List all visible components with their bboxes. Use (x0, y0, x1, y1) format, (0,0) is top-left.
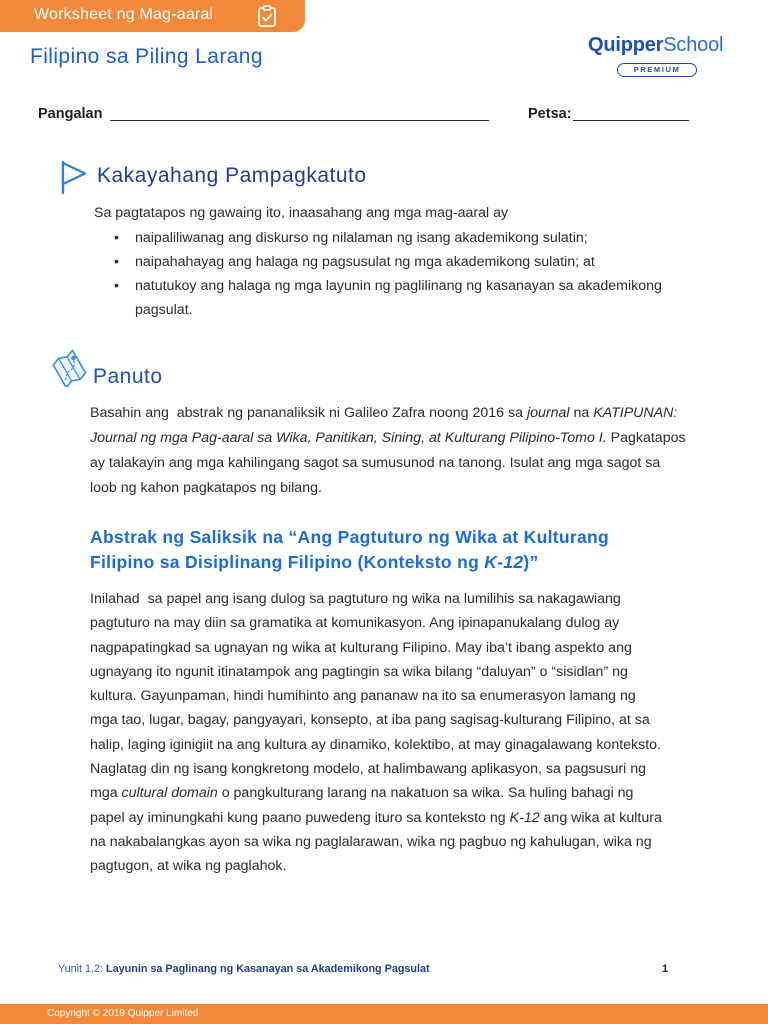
copyright-bar (0, 1004, 768, 1024)
emphasized-text: K-12 (509, 809, 540, 826)
footer-unit-line (58, 961, 430, 977)
emphasized-text: KATIPUNAN: (593, 405, 678, 421)
competencies-list (114, 226, 675, 322)
text-run: loob ng kahon pagkatapos ng bilang. (90, 480, 322, 496)
text-line (90, 733, 662, 757)
text-line (90, 476, 686, 501)
bullet-icon: • (114, 254, 119, 270)
text-run: Basahin ang abstrak ng pananaliksik ni Galileo Zafra noong 2016 sa (90, 405, 527, 421)
text-line (90, 854, 662, 878)
logo-brand-sub: School (663, 34, 724, 56)
bullet-icon: • (114, 278, 119, 294)
text-line (90, 757, 662, 781)
text-run: papel ay iminungkahi kung paano puwedeng ituro sa konteksto ng (90, 809, 510, 826)
date-blank-line (573, 120, 689, 121)
logo-wordmark (588, 32, 723, 58)
text-line (90, 525, 609, 550)
list-item (114, 226, 675, 250)
text-line (90, 587, 662, 611)
subject-title: Filipino sa Piling Larang (30, 45, 263, 68)
competencies-heading: Kakayahang Pampagkatuto (97, 164, 367, 187)
text-run: kultura. Gayunpaman, hindi humihinto ang pananaw na ito sa enumerasyon lamang ng (90, 688, 636, 705)
list-item-text: naipaliliwanag ang diskurso ng nilalaman ng isang akademikong sulatin; (135, 230, 588, 246)
premium-badge: PREMIUM (617, 63, 697, 77)
worksheet-tab-label: Worksheet ng Mag-aaral (34, 6, 214, 23)
text-line (90, 684, 662, 708)
emphasized-text: K-12 (484, 552, 524, 572)
text-run: na (569, 405, 594, 421)
quipper-school-logo (588, 32, 730, 78)
text-run: ay talakayin ang mga kahilingang sagot sa sumusunod na tanong. Isulat ang mga sagot sa (90, 455, 661, 471)
footer-unit-label: Yunit 1.2: (58, 963, 104, 975)
logo-brand-main: Quipper (588, 34, 664, 56)
text-run: Abstrak ng Saliksik na “Ang Pagtuturo ng Wika at Kulturang (90, 527, 609, 547)
text-line (90, 708, 662, 732)
text-run: Pagkatapos (606, 430, 686, 446)
list-item-text: natutukoy ang halaga ng mga layunin ng paglilinang ng kasanayan sa akademikong pagsulat. (135, 278, 662, 318)
text-line (90, 806, 662, 830)
instructions-heading: Panuto (93, 365, 163, 388)
text-line (90, 660, 662, 684)
copyright-text: Copyright © 2019 Quipper Limited (47, 1008, 199, 1019)
text-run: ugnayang ito ngunit itinatampok ang pagtingin sa wika bilang “daluyan” o “sisidlan” ng (90, 663, 628, 680)
text-run: Filipino sa Disiplinang Filipino (Konteksto ng (90, 552, 485, 572)
name-blank-line (110, 120, 489, 121)
text-line (90, 550, 609, 575)
instructions-paragraph (90, 401, 686, 501)
date-label: Petsa: (528, 106, 572, 122)
map-route-icon (52, 347, 88, 387)
text-line (90, 781, 662, 805)
worksheet-tab (0, 0, 305, 32)
bullet-icon: • (114, 230, 119, 246)
emphasized-text: journal (526, 405, 570, 421)
text-run: pagtuturo na may diin sa gramatika at komunikasyon. Ang ipinapanukalang dulog ay (90, 615, 620, 632)
text-line (90, 611, 662, 635)
text-run: Naglatag din ng isang kongkretong modelo, at halimbawang aplikasyon, sa pagsusuri ng (90, 761, 647, 778)
text-line (90, 426, 686, 451)
abstract-title (90, 525, 609, 575)
text-run: ang wika at kultura (539, 809, 662, 826)
text-run: mga tao, lugar, bagay, pangyayari, konsepto, at iba pang sagisag-kulturang Filipino, at sa (90, 712, 650, 729)
text-line (90, 451, 686, 476)
emphasized-text: cultural domain (121, 785, 218, 802)
text-run: )” (523, 552, 539, 572)
text-line (90, 401, 686, 426)
text-run: halip, laging iginigiit na ang kultura ay dinamiko, kolektibo, at may ginagalawang konteksto. (90, 736, 661, 753)
emphasized-text: Journal ng mga Pag-aaral sa Wika, Panitikan, Sining, at Kulturang Pilipino-Tomo I. (90, 430, 607, 446)
list-item (114, 250, 675, 274)
competencies-intro: Sa pagtatapos ng gawaing ito, inaasahang ang mga mag-aaral ay (94, 205, 509, 221)
abstract-paragraph (90, 587, 662, 879)
text-line (90, 830, 662, 854)
page-number: 1 (662, 963, 669, 975)
text-run: o pangkulturang larang na nakatuon sa wika. Sa huling bahagi ng (217, 785, 634, 802)
text-line (90, 636, 662, 660)
footer-unit-title: Layunin sa Paglinang ng Kasanayan sa Akademikong Pagsulat (106, 963, 430, 975)
text-run: mga (90, 785, 122, 802)
text-run: pagtugon, at wika ng paglahok. (90, 858, 287, 875)
flag-icon (58, 159, 88, 195)
text-run: nagpapatingkad sa ugnayan ng wika at kulturang Filipino. May iba’t ibang aspekto ang (90, 639, 632, 656)
clipboard-check-icon (257, 5, 277, 27)
name-label: Pangalan (38, 106, 103, 122)
list-item-text: naipahahayag ang halaga ng pagsusulat ng mga akademikong sulatin; at (135, 254, 595, 270)
text-run: Inilahad sa papel ang isang dulog sa pagtuturo ng wika na lumilihis sa nakagawiang (90, 591, 621, 607)
text-run: na nakabalangkas ayon sa wika ng paglalarawan, wika ng pagbuo ng kahulugan, wika ng (90, 833, 652, 850)
list-item (114, 274, 675, 322)
